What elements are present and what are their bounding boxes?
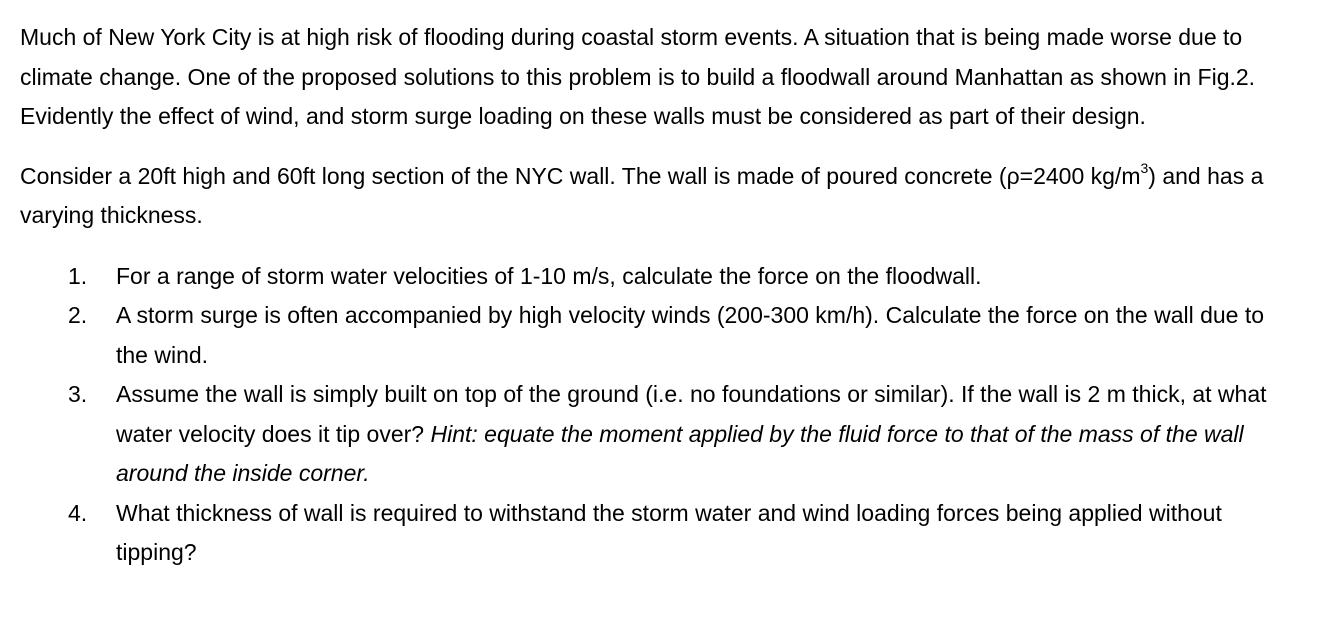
question-number: 3.: [68, 381, 88, 407]
question-text: Assume the wall is simply built on top of the ground (i.e. no foundations or similar). If the wall is 2 m thick, at what water velocity does it tip over?: [116, 381, 1267, 447]
document-body: [20, 18, 1300, 573]
question-number: 2.: [68, 302, 88, 328]
question-number: 4.: [68, 499, 88, 526]
question-item-3: [20, 375, 1300, 494]
intro-paragraph: Much of New York City is at high risk of flooding during coastal storm events. A situation that is being made worse due to climate change. One of the proposed solutions to this problem is to build a floodwall around Manhattan as shown in Fig.2. Evidently the effect of wind, and storm surge loading on these walls must be considered as part of their design.: [20, 24, 1256, 129]
question-item-4: [20, 494, 1300, 573]
wall-description-paragraph: [20, 157, 1300, 236]
wall-description-text-end: ) and has a varying thickness.: [20, 162, 1264, 228]
wall-description-text: Consider a 20ft high and 60ft long section of the NYC wall. The wall is made of poured concrete (ρ=2400 kg/m: [20, 162, 1141, 189]
question-text: For a range of storm water velocities of 1-10 m/s, calculate the force on the floodwall.: [116, 262, 982, 289]
question-text: What thickness of wall is required to withstand the storm water and wind loading forces being applied without tipping?: [116, 499, 1222, 565]
question-number: 1.: [68, 262, 88, 289]
superscript-cubed: 3: [1140, 159, 1149, 176]
question-item-1: [20, 257, 1300, 297]
question-list: [20, 257, 1300, 573]
question-hint: Hint: equate the moment applied by the fluid force to that of the mass of the wall around the inside corner.: [116, 420, 1244, 486]
question-item-2: [20, 296, 1300, 375]
question-text: A storm surge is often accompanied by high velocity winds (200-300 km/h). Calculate the force on the wall due to the wind.: [116, 302, 1265, 368]
